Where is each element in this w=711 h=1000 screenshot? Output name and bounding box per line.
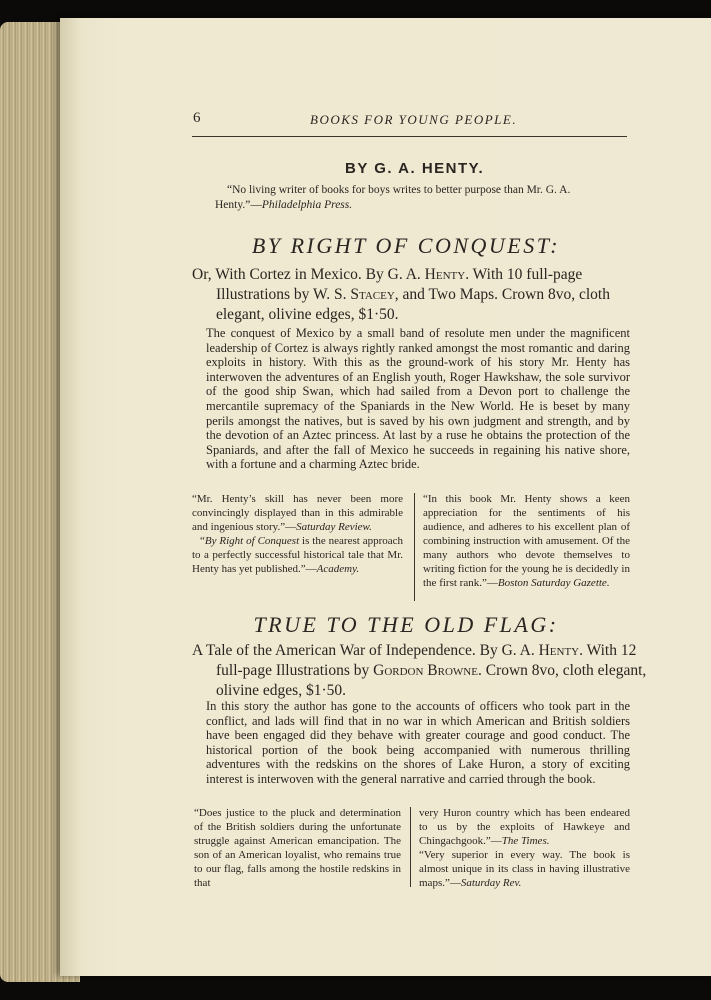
header-rule: [192, 136, 627, 137]
page-number: 6: [193, 110, 201, 126]
book2-subtitle-c: . Crown 8vo, cloth elegant, olivine edges, $1·50.: [216, 662, 647, 699]
book2-column-rule: [410, 807, 411, 887]
book2-review-right-2-source: Saturday Rev.: [460, 877, 522, 889]
epigraph-source: Philadelphia Press.: [261, 199, 353, 211]
book2-subtitle: [192, 641, 654, 701]
book1-subtitle: [192, 265, 654, 325]
book2-subtitle-b: . With 12 full-page Illustrations by: [216, 642, 637, 679]
book2-subtitle-author: Henty: [538, 642, 580, 659]
epigraph-text: “No living writer of books for boys writes to better purpose than Mr. G. A. Henty.”—: [215, 184, 571, 211]
running-head: BOOKS FOR YOUNG PEOPLE.: [310, 112, 518, 127]
book1-review-left-2-title: By Right of Conquest: [204, 535, 300, 547]
book2-title: TRUE TO THE OLD FLAG:: [253, 612, 559, 637]
book1-review-left-1: “Mr. Henty’s skill has never been more convincingly displayed than in this admirable and ingenious story.”—: [192, 493, 403, 533]
book1-subtitle-illustrator: Stacey: [350, 286, 395, 303]
book1-subtitle-author: Henty: [424, 266, 466, 283]
book1-title: BY RIGHT OF CONQUEST:: [251, 233, 561, 258]
book2-description: In this story the author has gone to the accounts of officers who took part in the conflict, and lads will find that in no war in which American and British soldiers have been engaged did they behave with greater courage and good conduct. The historical portion of the book being accompanied with numerous thrilling adventures with the redskins on the shores of Lake Huron, a story of exciting interest is interwoven with the general narrative and carried through the book.: [206, 699, 630, 786]
book1-review-right-source: Boston Saturday Gazette.: [497, 577, 610, 589]
book1-column-rule: [414, 493, 415, 601]
book2-review-right-1-source: The Times.: [501, 835, 550, 847]
book1-review-left-1-source: Saturday Review.: [296, 521, 372, 533]
book1-review-left-2-source: Academy.: [316, 563, 360, 575]
book2-review-right-1: very Huron country which has been endeared to us by the exploits of Hawkeye and Chingachgook.”—: [419, 807, 630, 847]
book1-review-right: [423, 492, 630, 590]
book1-review-left: “Mr. Henty’s skill has never been more convincingly displayed than in this admirable and ingenious story.”—Saturday Review. “By Right of Conquest is the nearest approach to a perfectly successful historical tale that Mr. Henty has yet published.”—Academy.: [192, 493, 404, 575]
book2-review-left: “Does justice to the pluck and determination of the British soldiers during the unfortunate struggle against American emancipation. The son of an American loyalist, who remains true to our flag, falls among the hostile redskins in that: [194, 807, 401, 889]
book2-review-right-2: “Very superior in every way. The book is almost unique in its class in having illustrative maps.”—: [419, 849, 630, 889]
author-heading: BY G. A. HENTY.: [345, 160, 485, 177]
book1-review-right-text: “In this book Mr. Henty shows a keen appreciation for the sentiments of his audience, and adheres to his excellent plan of combining instruction with amusement. Of the many authors who devote themselves to writing fiction for the young he is decidedly in the first rank.”—: [423, 493, 630, 589]
epigraph: [215, 183, 610, 213]
book1-subtitle-b: . With 10 full-page Illustrations by W. S.: [216, 266, 583, 303]
book1-subtitle-c: , and Two Maps. Crown 8vo, cloth elegant, olivine edges, $1·50.: [216, 286, 610, 323]
book1-review-left-2: is the nearest approach to a perfectly successful historical tale that Mr. Henty has yet published.”—: [192, 535, 404, 575]
book2-subtitle-illustrator: Gordon Browne: [373, 662, 478, 679]
book1-subtitle-a: Or, With Cortez in Mexico. By G. A.: [192, 266, 425, 283]
book2-subtitle-a: A Tale of the American War of Independence. By G. A.: [192, 642, 539, 659]
book1-description: The conquest of Mexico by a small band of resolute men under the magnificent leadership of Cortez is always rightly ranked amongst the most romantic and daring exploits in history. With this as the ground-work of his story Mr. Henty has interwoven the adventures of an English youth, Roger Hawkshaw, the sole survivor of the good ship Swan, which had sailed from a Devon port to challenge the mercantile supremacy of the Spaniards in the New World. He is beset by many perils amongst the natives, but is saved by his own judgment and strength, and by the devotion of an Aztec princess. At last by a ruse he obtains the protection of the Spaniards, and after the fall of Mexico he succeeds in regaining his native shore, with a fortune and a charming Aztec bride.: [206, 326, 630, 472]
book2-review-right: [419, 806, 630, 890]
